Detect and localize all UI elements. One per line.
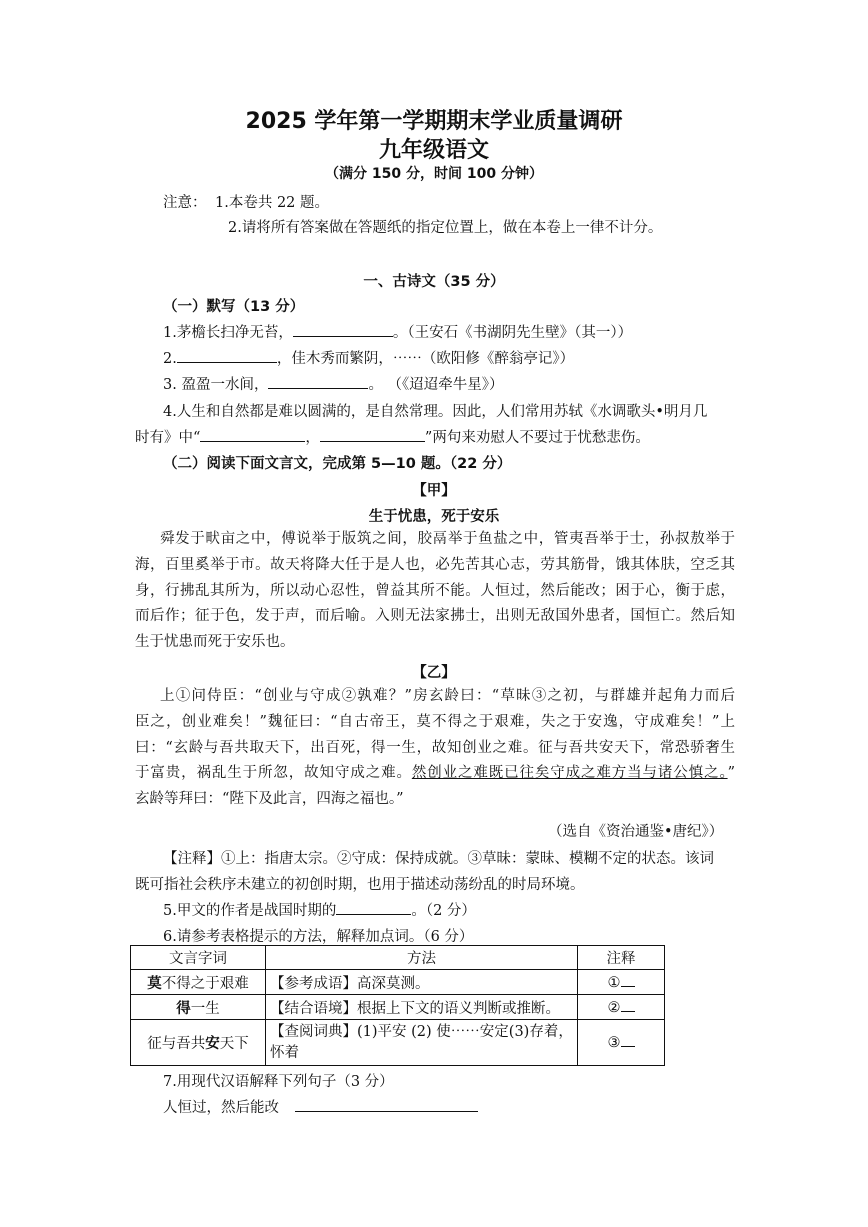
question-7: 7.用现代汉语解释下列句子（3 分） bbox=[163, 1074, 394, 1090]
notice-item-1: 1.本卷共 22 题。 bbox=[215, 195, 330, 211]
passage-line: 舜发于畎亩之中，傅说举于版筑之间，胶鬲举于鱼盐之中，管夷吾举于士，孙叔敖举于 bbox=[160, 531, 735, 547]
passage-text: ” bbox=[727, 765, 735, 782]
q2-text-b: ，佳木秀而繁阴，⋯⋯（欧阳修《醉翁亭记》） bbox=[276, 351, 575, 367]
part2-heading: （二）阅读下面文言文，完成第 5—10 题。（22 分） bbox=[163, 456, 512, 472]
emphasized-word: 得 bbox=[176, 999, 191, 1017]
table-cell-method: 【查阅词典】(1)平安 (2) 使⋯⋯安定(3)存着，怀着 bbox=[266, 1020, 578, 1066]
word-text: 一生 bbox=[190, 1000, 220, 1017]
question-3 bbox=[163, 373, 504, 394]
answer-blank[interactable] bbox=[177, 350, 277, 363]
q7-sentence-text: 人恒过，然后能改 bbox=[163, 1100, 279, 1116]
note-number: ① bbox=[607, 974, 621, 991]
table-row bbox=[131, 1020, 665, 1066]
table-row bbox=[131, 995, 665, 1020]
passage-line: 海，百里奚举于市。故天将降大任于是人也，必先苦其心志，劳其筋骨，饿其体肤，空乏其 bbox=[135, 556, 735, 573]
question-1 bbox=[163, 321, 632, 342]
part1-heading: （一）默写（13 分） bbox=[163, 299, 305, 315]
q4-text-c: ”两句来劝慰人不要过于忧愁悲伤。 bbox=[424, 430, 650, 446]
section-heading: 一、古诗文（35 分） bbox=[363, 274, 505, 290]
q1-text-b: 。（王安石《书湖阴先生壁》（其一）） bbox=[392, 325, 633, 341]
word-text: 不得之于艰难 bbox=[161, 975, 249, 992]
word-text: 天下 bbox=[219, 1036, 249, 1052]
table-header-row bbox=[131, 946, 665, 970]
q5-text-b: 。（2 分） bbox=[411, 903, 476, 919]
q3-text-b: 。 （《迢迢牵牛星》） bbox=[368, 377, 504, 393]
notes-line-2: 既可指社会秩序未建立的初创时期，也用于描述动荡纷乱的时局环境。 bbox=[135, 877, 585, 893]
answer-blank[interactable] bbox=[336, 902, 411, 915]
answer-blank[interactable] bbox=[268, 376, 368, 389]
subject-title: 九年级语文 bbox=[378, 138, 489, 163]
note-number: ③ bbox=[607, 1035, 621, 1051]
passage-yi bbox=[135, 684, 735, 813]
q4-text-b: ， bbox=[305, 430, 320, 446]
question-5 bbox=[163, 899, 476, 920]
passage-yi-label: 【乙】 bbox=[412, 665, 456, 681]
table-cell-note bbox=[578, 1020, 665, 1066]
emphasized-word: 莫 bbox=[147, 974, 162, 992]
notice-item-2: 2.请将所有答案做在答题纸的指定位置上，做在本卷上一律不计分。 bbox=[228, 220, 663, 236]
table-header: 文言字词 bbox=[131, 946, 266, 970]
question-4-line1: 4.人生和自然都是难以圆满的，是自然常理。因此，人们常用苏轼《水调歌头•明月几 bbox=[163, 404, 708, 420]
question-4-line2 bbox=[135, 426, 650, 447]
passage-line: 曰：“玄龄与吾共取天下，出百死，得一生，故知创业之难。征与吾共安天下，常恐骄奢生 bbox=[135, 739, 735, 756]
passage-line: 臣之，创业难矣！”魏征曰：“自古帝王，莫不得之于艰难，失之于安逸，守成难矣！”上 bbox=[135, 713, 735, 730]
table-header: 方法 bbox=[266, 946, 578, 970]
answer-blank[interactable] bbox=[295, 1099, 478, 1112]
passage-text: 于富贵，祸乱生于所忽，故知守成之难。 bbox=[135, 765, 412, 782]
exam-subtitle: （满分 150 分，时间 100 分钟） bbox=[325, 166, 543, 182]
answer-blank[interactable] bbox=[293, 324, 393, 337]
passage-line bbox=[135, 761, 735, 787]
q4-text-a: 时有》中“ bbox=[135, 430, 201, 446]
answer-blank[interactable] bbox=[621, 974, 635, 987]
passage-jia-label: 【甲】 bbox=[412, 483, 456, 499]
table-header: 注释 bbox=[578, 946, 665, 970]
notes-line-1: 【注释】①上：指唐太宗。②守成：保持成就。③草昧：蒙昧、模糊不定的状态。该词 bbox=[163, 851, 714, 867]
answer-blank[interactable] bbox=[200, 429, 305, 442]
note-number: ② bbox=[607, 999, 621, 1016]
passage-jia-title: 生于忧患，死于安乐 bbox=[368, 509, 500, 525]
q1-text-a: 1.茅檐长扫净无苔， bbox=[163, 325, 293, 341]
method-table bbox=[130, 945, 665, 1066]
passage-line: 玄龄等拜曰：“陛下及此言，四海之福也。” bbox=[135, 791, 404, 808]
table-cell-word bbox=[131, 970, 266, 995]
passage-jia bbox=[135, 527, 735, 656]
passage-line: 身，行拂乱其所为，所以动心忍性，曾益其所不能。人恒过，然后能改；困于心，衡于虑， bbox=[135, 582, 735, 599]
notice-label: 注意： bbox=[163, 195, 207, 211]
answer-blank[interactable] bbox=[621, 1034, 635, 1047]
word-text: 征与吾共 bbox=[147, 1036, 206, 1052]
answer-blank[interactable] bbox=[320, 429, 425, 442]
q2-text-a: 2. bbox=[163, 351, 177, 367]
exam-title: 2025 学年第一学期期末学业质量调研 bbox=[245, 109, 623, 134]
passage-line: 生于忧患而死于安乐也。 bbox=[135, 634, 295, 651]
question-2 bbox=[163, 347, 574, 368]
question-6: 6.请参考表格提示的方法，解释加点词。（6 分） bbox=[163, 929, 474, 945]
table-cell-method: 【结合语境】根据上下文的语义判断或推断。 bbox=[266, 995, 578, 1020]
table-cell-method: 【参考成语】高深莫测。 bbox=[266, 970, 578, 995]
underlined-sentence: 然创业之难既已往矣守成之难方当与诸公慎之。 bbox=[411, 765, 728, 782]
answer-blank[interactable] bbox=[621, 999, 635, 1012]
table-cell-word bbox=[131, 995, 266, 1020]
emphasized-word: 安 bbox=[205, 1035, 220, 1052]
table-cell-word bbox=[131, 1020, 266, 1066]
table-row bbox=[131, 970, 665, 995]
question-7-sentence bbox=[163, 1096, 478, 1117]
table-cell-note bbox=[578, 995, 665, 1020]
table-cell-note bbox=[578, 970, 665, 995]
q5-text-a: 5.甲文的作者是战国时期的 bbox=[163, 903, 337, 919]
passage-line: 上①问侍臣：“创业与守成②孰难？”房玄龄曰：“草昧③之初，与群雄并起角力而后 bbox=[160, 688, 735, 704]
q3-text-a: 3. 盈盈一水间， bbox=[163, 377, 269, 393]
passage-source: （选自《资治通鉴•唐纪》） bbox=[548, 824, 724, 840]
passage-line: 而后作；征于色，发于声，而后喻。入则无法家拂士，出则无敌国外患者，国恒亡。然后知 bbox=[135, 608, 735, 625]
